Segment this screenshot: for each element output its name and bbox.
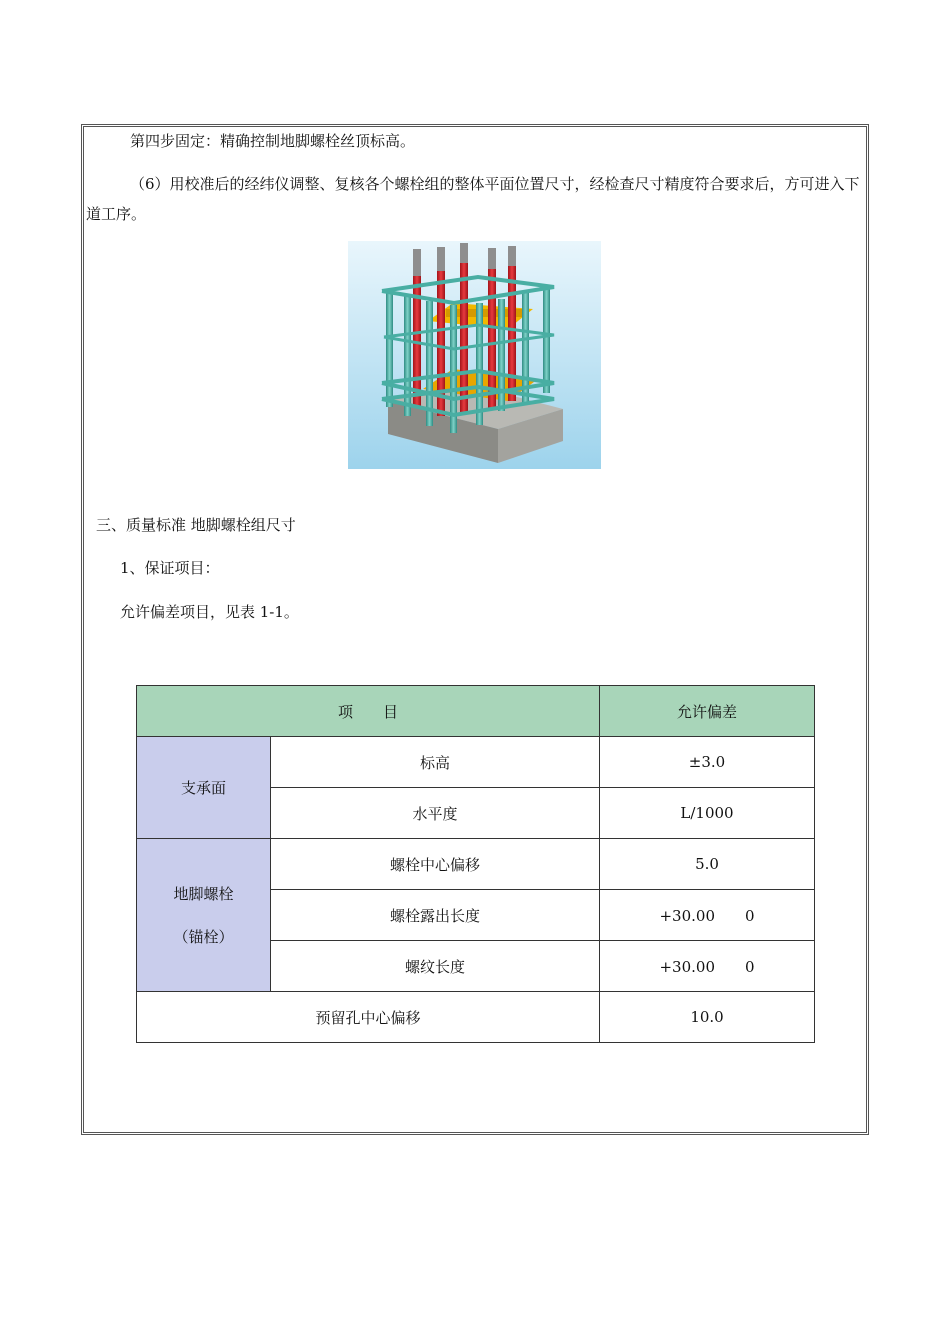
table-header-row [137, 686, 815, 737]
tolerance-table [136, 685, 815, 1043]
group-anchor-bolts [137, 839, 271, 992]
row-name-cell: 螺纹长度 [271, 941, 600, 992]
row-value-cell: L/1000 [600, 788, 815, 839]
last-row-name-cell: 预留孔中心偏移 [137, 992, 600, 1043]
group-support-surface: 支承面 [137, 737, 271, 839]
step4-paragraph: 第四步固定：精确控制地脚螺栓丝顶标高。 [130, 132, 416, 150]
row-value-cell: +30.00 0 [600, 941, 815, 992]
row-name-cell: 标高 [271, 737, 600, 788]
table-row [137, 737, 815, 788]
anchor-bolt-cage-illustration [348, 241, 601, 469]
row-value-cell: 5.0 [600, 839, 815, 890]
row-name-cell: 螺栓中心偏移 [271, 839, 600, 890]
row-value-cell: +30.00 0 [600, 890, 815, 941]
section3-heading: 三、质量标准 地脚螺栓组尺寸 [96, 516, 296, 534]
step6-paragraph: （6）用校准后的经纬仪调整、复核各个螺栓组的整体平面位置尺寸，经检查尺寸精度符合要求后，方可进入下道工序。 [86, 175, 860, 223]
last-row-value-cell: 10.0 [600, 992, 815, 1043]
table-row [137, 992, 815, 1043]
item1-heading: 1、保证项目： [120, 559, 220, 577]
header-tolerance-cell: 允许偏差 [600, 686, 815, 737]
row-name-cell: 水平度 [271, 788, 600, 839]
row-name-cell: 螺栓露出长度 [271, 890, 600, 941]
tolerance-intro-text: 允许偏差项目，见表 1-1。 [120, 603, 299, 621]
group-anchor-bolts-line1: 地脚螺栓 [173, 885, 234, 903]
group-anchor-bolts-line2: （锚栓） [173, 928, 234, 946]
row-value-cell: ±3.0 [600, 737, 815, 788]
header-item-cell: 项 目 [137, 686, 600, 737]
table-row [137, 839, 815, 890]
